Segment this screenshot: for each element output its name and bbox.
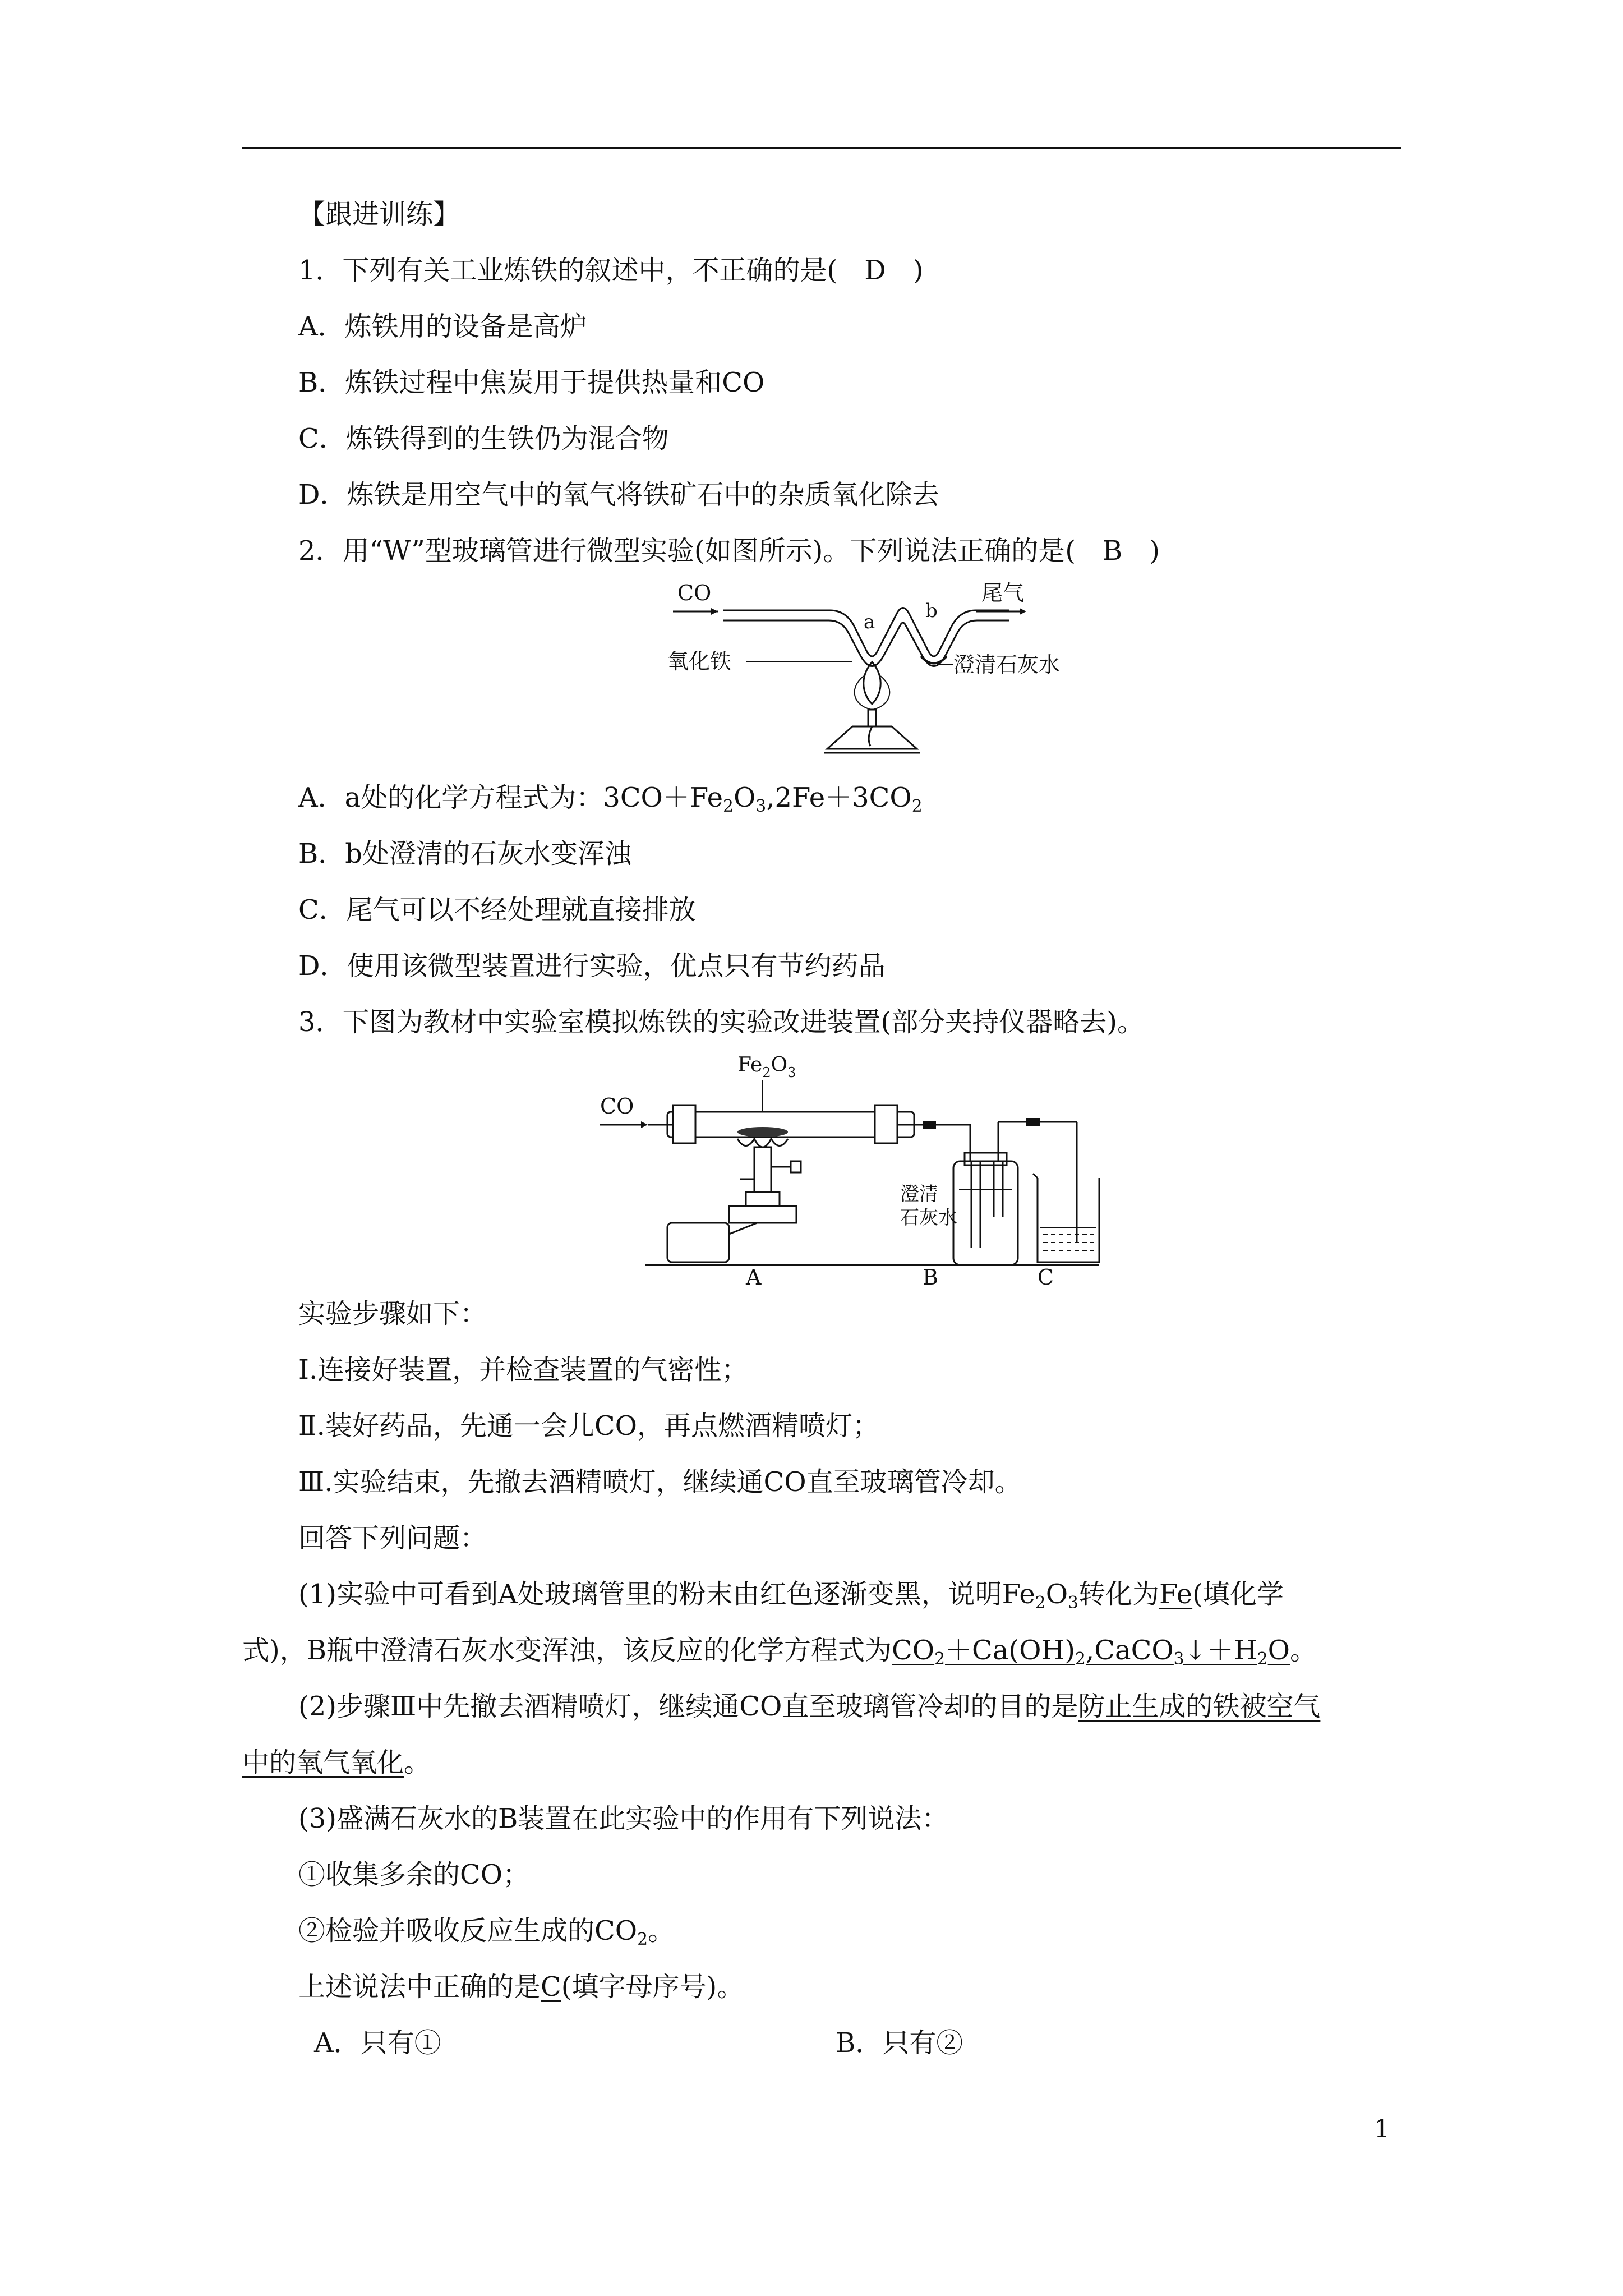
eq-text-5: O (1267, 1635, 1290, 1666)
eq-sub-3: 3 (1173, 1649, 1184, 1669)
part2-line1 (298, 1690, 1320, 1723)
steps-intro: 实验步骤如下： (298, 1298, 487, 1329)
part3-choice-b: B．只有② (836, 2027, 963, 2059)
part1-text-3: 转化为 (1078, 1579, 1159, 1610)
part1-sub-1: 2 (1035, 1593, 1046, 1613)
eq-sub-2: 2 (1075, 1649, 1086, 1669)
part2-text: (2)步骤Ⅲ中先撤去酒精喷灯，继续通CO直至玻璃管冷却的目的是 (298, 1691, 1078, 1722)
part1-answer: Fe (1159, 1579, 1193, 1610)
q2-optA-sub-1: 2 (723, 796, 734, 816)
q1-option-d: D．炼铁是用空气中的氧气将铁矿石中的杂质氧化除去 (298, 479, 939, 510)
part3-conclusion (298, 1970, 744, 2004)
fig1-co-label: CO (677, 581, 712, 605)
q1-option-b: B．炼铁过程中焦炭用于提供热量和CO (298, 367, 765, 398)
eq-sub-1: 2 (934, 1649, 946, 1669)
part3-item-2 (298, 1914, 675, 1957)
part3-intro: (3)盛满石灰水的B装置在此实验中的作用有下列说法： (298, 1803, 949, 1834)
part3-item-2-text: ②检验并吸收反应生成的CO (298, 1915, 638, 1947)
part1-equation (892, 1635, 1290, 1669)
q2-option-c: C．尾气可以不经处理就直接排放 (298, 894, 696, 926)
eq-text-4: ↓＋H (1184, 1635, 1257, 1666)
fig1-iron-oxide-label: 氧化铁 (667, 649, 732, 674)
part3-item-2-sub: 2 (637, 1929, 648, 1949)
fig2-limewater-label-1: 澄清 (900, 1183, 938, 1205)
q2-stem: 2．用“W”型玻璃管进行微型实验(如图所示)。下列说法正确的是( B ) (298, 535, 1160, 567)
part3-item-2-end: 。 (648, 1915, 675, 1947)
ironmaking-apparatus-diagram (594, 1049, 1110, 1290)
part1-line1 (298, 1577, 1284, 1620)
fig2-limewater-label-2: 石灰水 (900, 1207, 957, 1229)
part1-line2-text: 式)，B瓶中澄清石灰水变浑浊，该反应的化学方程式为 (242, 1635, 892, 1666)
fig1-tail-gas-label: 尾气 (981, 581, 1025, 605)
part1-text-1: (1)实验中可看到A处玻璃管里的粉末由红色逐渐变黑，说明Fe (298, 1579, 1035, 1610)
step-2: Ⅱ.装好药品，先通一会儿CO，再点燃酒精喷灯； (298, 1410, 879, 1442)
fig2-label-b: B (923, 1265, 938, 1290)
q2-option-d: D．使用该微型装置进行实验，优点只有节约药品 (298, 950, 886, 982)
eq-sub-4: 2 (1257, 1649, 1268, 1669)
part3-conclusion-end: (填字母序号)。 (561, 1971, 744, 2003)
step-3: Ⅲ.实验结束，先撤去酒精喷灯，继续通CO直至玻璃管冷却。 (298, 1466, 1022, 1498)
q2-optA-text-1: A．a处的化学方程式为：3CO＋Fe (298, 782, 723, 813)
section-heading: 【跟进训练】 (298, 199, 460, 230)
part2-end: 。 (404, 1747, 431, 1778)
q2-option-a (298, 781, 923, 823)
header-rule (242, 147, 1401, 149)
fig2-co-label: CO (600, 1094, 634, 1119)
q1-option-c: C．炼铁得到的生铁仍为混合物 (298, 423, 669, 454)
eq-text-1: CO (892, 1635, 935, 1666)
q2-optA-text-2: O (733, 782, 756, 813)
fig2-fe2o3-label: $Fe_2O_3$ (737, 1053, 796, 1080)
q3-stem: 3．下图为教材中实验室模拟炼铁的实验改进装置(部分夹持仪器略去)。 (298, 1006, 1144, 1038)
fig1-a-label: a (864, 611, 875, 633)
part3-item-1: ①收集多余的CO； (298, 1859, 530, 1890)
part2-line2 (242, 1746, 431, 1779)
part3-conclusion-text: 上述说法中正确的是 (298, 1971, 541, 2003)
part1-text-2: O (1045, 1579, 1068, 1610)
page-number: 1 (1374, 2115, 1390, 2143)
w-tube-diagram (662, 578, 1061, 757)
part3-choice-a: A．只有① (314, 2027, 441, 2059)
part1-end: 。 (1290, 1635, 1317, 1666)
eq-text-3: ,CaCO (1085, 1635, 1174, 1666)
part1-sub-2: 3 (1068, 1593, 1078, 1613)
q1-stem: 1．下列有关工业炼铁的叙述中，不正确的是( D ) (298, 255, 924, 286)
step-1: Ⅰ.连接好装置，并检查装置的气密性； (298, 1354, 749, 1386)
fig1-b-label: b (925, 600, 938, 622)
part2-answer-2: 中的氧气氧化 (242, 1747, 404, 1778)
part1-text-4: (填化学 (1192, 1579, 1284, 1610)
q1-option-a: A．炼铁用的设备是高炉 (298, 311, 587, 342)
q2-optA-sub-2: 3 (755, 796, 767, 816)
q2-option-b: B．b处澄清的石灰水变浑浊 (298, 838, 632, 869)
answer-intro: 回答下列问题： (298, 1522, 487, 1554)
fig2-label-a: A (746, 1265, 762, 1290)
fig2-label-c: C (1038, 1265, 1054, 1290)
eq-text-2: ＋Ca(OH) (945, 1635, 1076, 1666)
q2-optA-sub-3: 2 (911, 796, 923, 816)
part1-line2 (242, 1634, 1317, 1676)
part3-answer: C (541, 1971, 561, 2003)
q2-optA-text-3: ,2Fe＋3CO (766, 782, 912, 813)
part2-answer-1: 防止生成的铁被空气 (1078, 1691, 1321, 1722)
fig1-limewater-label: 澄清石灰水 (953, 652, 1061, 677)
